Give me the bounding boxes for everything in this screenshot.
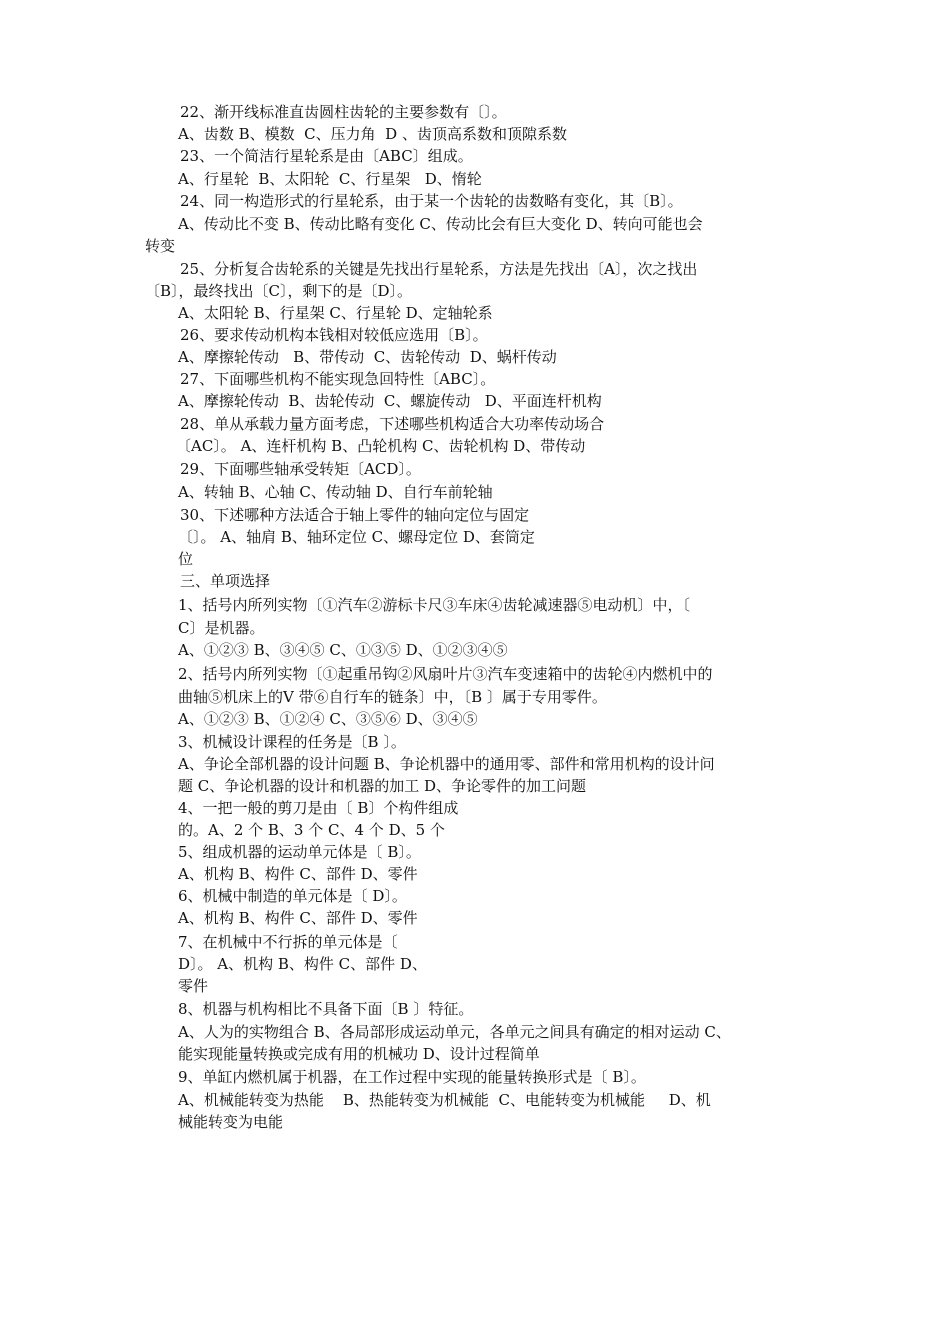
question-23: 23、一个简洁行星轮系是由〔ABC〕组成。	[180, 147, 473, 165]
question-30-options: 〔〕。 A、轴肩 B、轴环定位 C、螺母定位 D、套筒定	[178, 528, 535, 546]
options-26: A、摩擦轮传动 B、带传动 C、齿轮传动 D、蜗杆传动	[178, 348, 557, 366]
single-q7-options: D〕。 A、机构 B、构件 C、部件 D、	[178, 955, 427, 973]
question-30: 30、下述哪种方法适合于轴上零件的轴向定位与固定	[180, 506, 530, 524]
single-q1-options: A、①②③ B、③④⑤ C、①③⑤ D、①②③④⑤	[178, 641, 508, 659]
single-q5: 5、组成机器的运动单元体是〔 B〕。	[178, 843, 421, 861]
single-q8-options: A、人为的实物组合 B、各局部形成运动单元，各单元之间具有确定的相对运动 C、	[178, 1023, 731, 1041]
single-q8-options-cont: 能实现能量转换或完成有用的机械功 D、设计过程简单	[178, 1045, 540, 1063]
question-25: 25、分析复合齿轮系的关键是先找出行星轮系，方法是先找出〔A〕，次之找出	[180, 260, 698, 278]
single-q8: 8、机器与机构相比不具备下面〔B 〕特征。	[178, 1000, 474, 1018]
question-29: 29、下面哪些轴承受转矩〔ACD〕。	[180, 460, 421, 478]
section-heading: 三、单项选择	[180, 572, 271, 590]
question-30-options-cont: 位	[178, 550, 194, 568]
single-q7: 7、在机械中不行拆的单元体是〔	[178, 933, 398, 951]
single-q5-options: A、机构 B、构件 C、部件 D、零件	[178, 865, 418, 883]
single-q1: 1、括号内所列实物〔①汽车②游标卡尺③车床④齿轮减速器⑤电动机〕中，〔	[178, 596, 691, 614]
question-27: 27、下面哪些机构不能实现急回特性〔ABC〕。	[180, 370, 496, 388]
question-26: 26、要求传动机构本钱相对较低应选用〔B〕。	[180, 326, 488, 344]
single-q6-options: A、机构 B、构件 C、部件 D、零件	[178, 909, 418, 927]
single-q3-options-cont: 题 C、争论机器的设计和机器的加工 D、争论零件的加工问题	[178, 777, 587, 795]
single-q3-options: A、争论全部机器的设计问题 B、争论机器中的通用零、部件和常用机构的设计问	[178, 755, 715, 773]
options-25: A、太阳轮 B、行星架 C、行星轮 D、定轴轮系	[178, 304, 493, 322]
single-q1-cont: C〕是机器。	[178, 619, 265, 637]
single-q7-options-cont: 零件	[178, 977, 209, 995]
single-q9-options: A、机械能转变为热能 B、热能转变为机械能 C、电能转变为机械能 D、机	[178, 1091, 711, 1109]
question-25-cont: 〔B〕，最终找出〔C〕，剩下的是〔D〕。	[145, 282, 413, 300]
single-q4-options: 的。A、2 个 B、3 个 C、4 个 D、5 个	[178, 821, 445, 839]
options-22: A、齿数 B、模数 C、压力角 D 、齿顶高系数和顶隙系数	[178, 125, 567, 143]
options-24: A、传动比不变 B、传动比略有变化 C、传动比会有巨大变化 D、转向可能也会	[178, 215, 703, 233]
options-23: A、行星轮 B、太阳轮 C、行星架 D、惰轮	[178, 170, 482, 188]
single-q3: 3、机械设计课程的任务是〔B 〕。	[178, 733, 406, 751]
question-24: 24、同一构造形式的行星轮系，由于某一个齿轮的齿数略有变化，其〔B〕。	[180, 192, 683, 210]
single-q4: 4、一把一般的剪刀是由〔 B〕个构件组成	[178, 799, 459, 817]
single-q9-options-cont: 械能转变为电能	[178, 1113, 284, 1131]
question-28-options: 〔AC〕。 A、连杆机构 B、凸轮机构 C、齿轮机构 D、带传动	[176, 437, 586, 455]
options-27: A、摩擦轮传动 B、齿轮传动 C、螺旋传动 D、平面连杆机构	[178, 392, 602, 410]
single-q2-cont: 曲轴⑤机床上的V 带⑥自行车的链条〕中，〔B 〕属于专用零件。	[178, 688, 607, 706]
single-q9: 9、单缸内燃机属于机器，在工作过程中实现的能量转换形式是〔 B〕。	[178, 1068, 646, 1086]
options-29: A、转轴 B、心轴 C、传动轴 D、自行车前轮轴	[178, 483, 493, 501]
single-q2: 2、括号内所列实物〔①起重吊钩②风扇叶片③汽车变速箱中的齿轮④内燃机中的	[178, 665, 713, 683]
question-28: 28、单从承载力量方面考虑，下述哪些机构适合大功率传动场合	[180, 415, 605, 433]
options-24-cont: 转变	[145, 237, 176, 255]
single-q6: 6、机械中制造的单元体是〔 D〕。	[178, 887, 407, 905]
question-22: 22、渐开线标准直齿圆柱齿轮的主要参数有〔〕。	[180, 103, 507, 121]
single-q2-options: A、①②③ B、①②④ C、③⑤⑥ D、③④⑤	[178, 710, 478, 728]
